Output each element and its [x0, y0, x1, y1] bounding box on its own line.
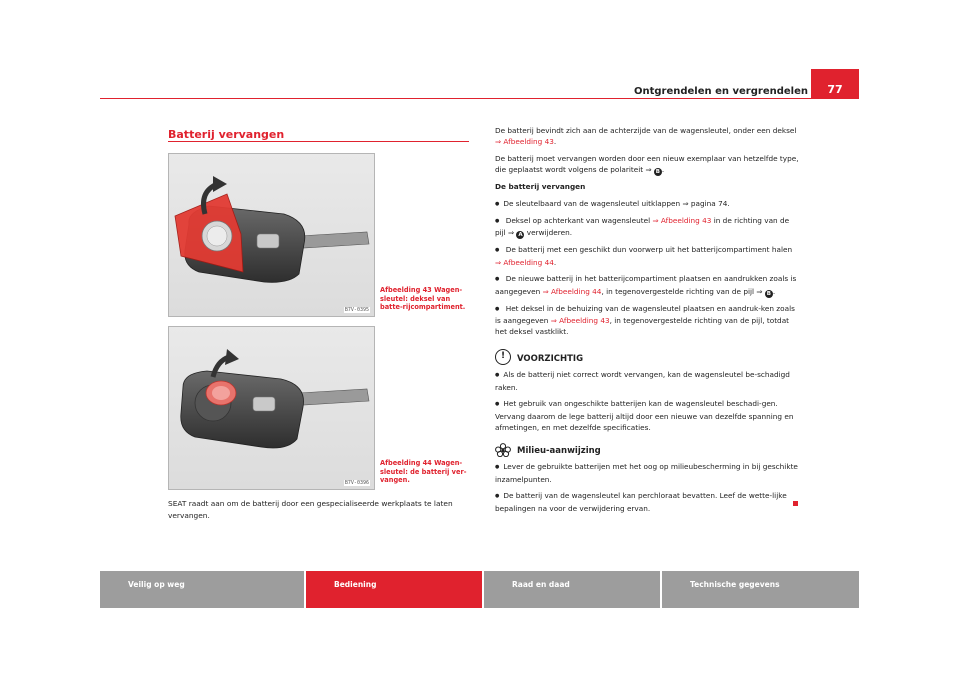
right-column: [495, 125, 800, 519]
figure-code: B7V-0395: [344, 307, 369, 313]
text: .: [772, 286, 776, 296]
callout-b-icon: B: [655, 169, 660, 176]
step-3: [495, 244, 800, 268]
text: verwijderen.: [524, 228, 573, 238]
text: De sleutelbaard van de wagensleutel uitklappen ⇒ pagina 74.: [503, 198, 730, 208]
footer-tab-label: Bediening: [334, 580, 377, 589]
environment-item: [495, 461, 800, 485]
page-number: 77: [827, 83, 843, 96]
footer-tab-veilig-op-weg[interactable]: [100, 571, 304, 608]
caption-label: Afbeelding 44: [380, 459, 432, 467]
text: .: [553, 137, 557, 147]
figure-43-key-cover: [168, 153, 375, 317]
text: , in tegenovergestelde richting van de pijl, totdat het deksel vastklikt.: [495, 316, 790, 337]
step-2: [495, 215, 800, 239]
figure-code: B7V-0396: [344, 480, 369, 486]
text: Lever de gebruikte batterijen met het oog op milieubescherming in bij geschikte inzamelpunten.: [495, 462, 798, 484]
footer-tab-technische-gegevens[interactable]: [662, 571, 859, 608]
text: Het gebruik van ongeschikte batterijen kan de wagensleutel beschadi-gen. Vervang daarom de lege batterij altijd door een nieuwe van dezelfde spanning en afmetingen, en met dezelfde specificaties.: [495, 399, 794, 432]
section-title: Batterij vervangen: [168, 128, 285, 141]
figure-link[interactable]: ⇒ Afbeelding 43: [550, 316, 610, 326]
figure-link[interactable]: ⇒ Afbeelding 44: [495, 257, 554, 267]
section-rule: [168, 141, 469, 142]
flower-icon: [495, 443, 511, 457]
environment-item: [495, 490, 800, 514]
text: Het deksel in de behuizing van de wagensleutel plaatsen en aandruk-ken zoals is aangegeven: [495, 303, 795, 326]
step-5: [495, 303, 800, 338]
text: Deksel op achterkant van wagensleutel: [505, 216, 653, 226]
text: .: [553, 257, 557, 267]
caption-text: Wagen-sleutel: de batterij ver-vangen.: [380, 459, 467, 484]
text: De batterij moet vervangen worden door een nieuw exemplaar van hetzelfde type, die geplaatst wordt volgens de polariteit ⇒: [495, 153, 799, 175]
caption-label: Afbeelding 43: [380, 286, 432, 294]
page-number-box: [811, 69, 859, 99]
text: De nieuwe batterij in het batterijcompartiment plaatsen en aandrukken zoals is aangegeven: [495, 274, 797, 296]
callout-a-icon: A: [518, 232, 523, 239]
recommendation-text: SEAT raadt aan om de batterij door een gespecialiseerde werkplaats te laten vervangen.: [168, 499, 453, 520]
footer-tab-label: Veilig op weg: [128, 580, 185, 589]
environment-title: Milieu-aanwijzing: [517, 445, 601, 456]
environment-heading: [495, 443, 800, 457]
footer-tab-label: Raad en daad: [512, 580, 570, 589]
text: in de richting van de pijl ⇒: [495, 216, 790, 238]
section-end-marker: [793, 501, 798, 506]
text: , in tegenovergestelde richting van de pijl ⇒: [601, 286, 765, 296]
paragraph-location: [495, 125, 800, 148]
subheading-replace: De batterij vervangen: [495, 182, 586, 192]
warning-icon: !: [495, 349, 511, 365]
step-1: [495, 198, 800, 210]
figure-44-caption: [380, 459, 472, 485]
footer-tab-label: Technische gegevens: [690, 580, 780, 589]
paragraph-polarity: [495, 153, 800, 176]
header-rule: [100, 98, 811, 99]
text: .: [661, 165, 665, 175]
figure-link[interactable]: ⇒ Afbeelding 44: [542, 286, 602, 296]
callout-b-icon: B: [766, 290, 771, 297]
key-cover-illustration: [169, 154, 374, 316]
text: De batterij van de wagensleutel kan perchloraat bevatten. Leef de wette-lijke bepalingen na voor de verwijdering ervan.: [495, 491, 787, 513]
text: De batterij met een geschikt dun voorwerp uit het batterijcompartiment halen: [505, 245, 793, 255]
text: De batterij bevindt zich aan de achterzijde van de wagensleutel, onder een deksel: [495, 126, 797, 135]
footer-tab-raad-en-daad[interactable]: [484, 571, 660, 608]
figure-44-battery-replace: [168, 326, 375, 490]
caption-text: Wagen-sleutel: deksel van batte-rijcompartiment.: [380, 286, 466, 311]
text: Als de batterij niet correct wordt vervangen, kan de wagensleutel be-schadigd raken.: [495, 370, 790, 392]
battery-replace-illustration: [169, 327, 374, 489]
figure-link[interactable]: ⇒ Afbeelding 43: [495, 137, 554, 147]
page-header-title: Ontgrendelen en vergrendelen: [633, 86, 808, 97]
figure-link[interactable]: ⇒ Afbeelding 43: [652, 216, 712, 226]
figure-43-caption: [380, 286, 472, 312]
footer-tab-bediening[interactable]: [306, 571, 482, 608]
warning-item: [495, 398, 800, 433]
warning-heading: [495, 348, 800, 365]
step-4: [495, 273, 800, 297]
warning-item: [495, 369, 800, 393]
warning-title: VOORZICHTIG: [517, 353, 584, 364]
